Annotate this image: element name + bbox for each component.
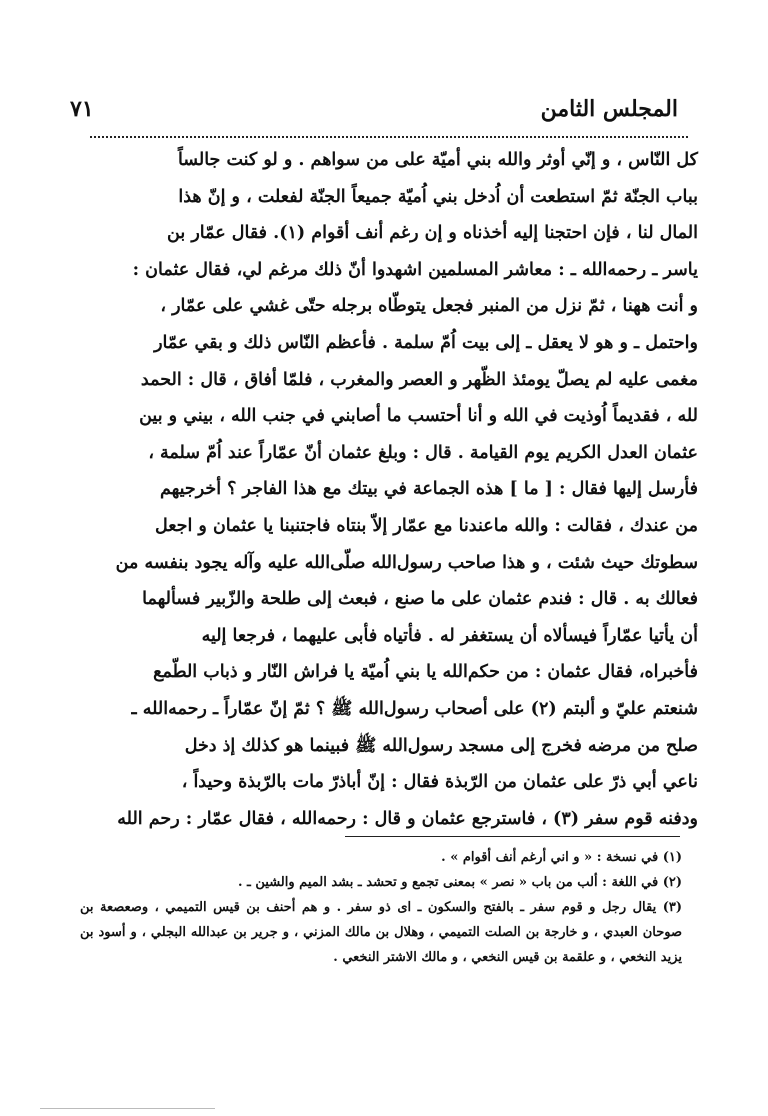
footnotes	[80, 845, 682, 970]
text-line: و أنت ههنا ، ثمّ نزل من المنبر فجعل يتوطّاه برجله حتّى غشي على عمّار ،	[160, 296, 698, 317]
text-line: المال لنا ، فإن احتجنا إليه أخذناه و إن رغم أنف أقوام (١). فقال عمّار بن	[167, 223, 698, 244]
header-divider	[90, 136, 688, 138]
text-line: كل النّاس ، و إنّي أوثر والله بني أميّة على من سواهم . و لو كنت جالساً	[177, 150, 698, 170]
text-line: فأرسل إليها فقال : [ ما ] هذه الجماعة في بيتك مع هذا الفاجر ؟ أخرجيهم	[159, 479, 698, 500]
text-line: أن يأتيا عمّاراً فيسألاه أن يستغفر له . فأتياه فأبى عليهما ، فرجعا إليه	[201, 625, 698, 646]
chapter-title: المجلس الثامن	[540, 96, 678, 122]
main-text	[95, 142, 698, 837]
page-edge-line	[40, 1108, 215, 1109]
text-line: فعالك به . قال : فندم عثمان على ما صنع ، فبعث إلى طلحة والزّبير فسألهما	[142, 589, 698, 610]
text-line: صلح من مرضه فخرج إلى مسجد رسول‌الله ﷺ فبينما هو كذلك إذ دخل	[184, 735, 698, 756]
text-line: لله ، فقديماً اُوذيت في الله و أنا أحتسب ما أصابني في جنب الله ، بيني و بين	[139, 406, 698, 427]
text-line: ياسر ـ رحمه‌الله ـ : معاشر المسلمين اشهدوا أنّ ذلك مرغم لي، فقال عثمان :	[132, 259, 698, 280]
footnote: (٣) يقال رجل و قوم سفر ـ بالفتح والسكون ـ اى ذو سفر . و هم أحنف بن قيس التميمي ، وصعصعة بن صوحان العبدي ، و خارجة بن الصلت التميمي ، وهلال بن مالك المزني ، و جرير بن عبدالله البجلي ، و أسود بن يزيد النخعي ، و علقمة بن قيس النخعي ، و مالك الاشتر النخعي .	[80, 900, 682, 965]
footnote-divider	[345, 836, 680, 837]
text-line: من عندك ، فقالت : والله ماعندنا مع عمّار إلاّ بنتاه فاجتنبنا يا عثمان و اجعل	[154, 515, 698, 536]
text-line: سطوتك حيث شئت ، و هذا صاحب رسول‌الله صلّى‌الله عليه وآله يجود بنفسه من	[115, 552, 698, 573]
page-number: ٧١	[70, 96, 94, 122]
footnote: (١) في نسخة : « و اني أرغم أنف أقوام » .	[441, 850, 682, 865]
page-header	[70, 92, 678, 132]
text-line: مغمى عليه لم يصلّ يومئذ الظّهر و العصر والمغرب ، فلمّا أفاق ، قال : الحمد	[140, 369, 698, 390]
text-line: بباب الجنّة ثمّ استطعت أن اُدخل بني اُميّة جميعاً الجنّة لفعلت ، و إنّ هذا	[178, 186, 698, 207]
footnote: (٢) في اللغة : ألب من باب « نصر » بمعنى تجمع و تحشد ـ بشد الميم والشين ـ .	[237, 875, 682, 890]
text-line: فأخبراه، فقال عثمان : من حكم‌الله يا بني اُميّة يا فراش النّار و ذباب الطّمع	[153, 662, 698, 683]
text-line: ناعي أبي ذرّ على عثمان من الرّبذة فقال : إنّ أباذرّ مات بالرّبذة وحيداً ،	[181, 772, 698, 793]
text-line: ودفنه قوم سفر (٣) ، فاسترجع عثمان و قال : رحمه‌الله ، فقال عمّار : رحم الله	[117, 808, 698, 829]
text-line: واحتمل ـ و هو لا يعقل ـ إلى بيت اُمّ سلمة . فأعظم النّاس ذلك و بقي عمّار	[154, 332, 698, 353]
text-line: عثمان العدل الكريم يوم القيامة . قال : وبلغ عثمان أنّ عمّاراً عند اُمّ سلمة ،	[148, 442, 698, 463]
text-line: شنعتم عليّ و ألبتم (٢) على أصحاب رسول‌الله ﷺ ؟ ثمّ إنّ عمّاراً ـ رحمه‌الله ـ	[131, 698, 698, 719]
